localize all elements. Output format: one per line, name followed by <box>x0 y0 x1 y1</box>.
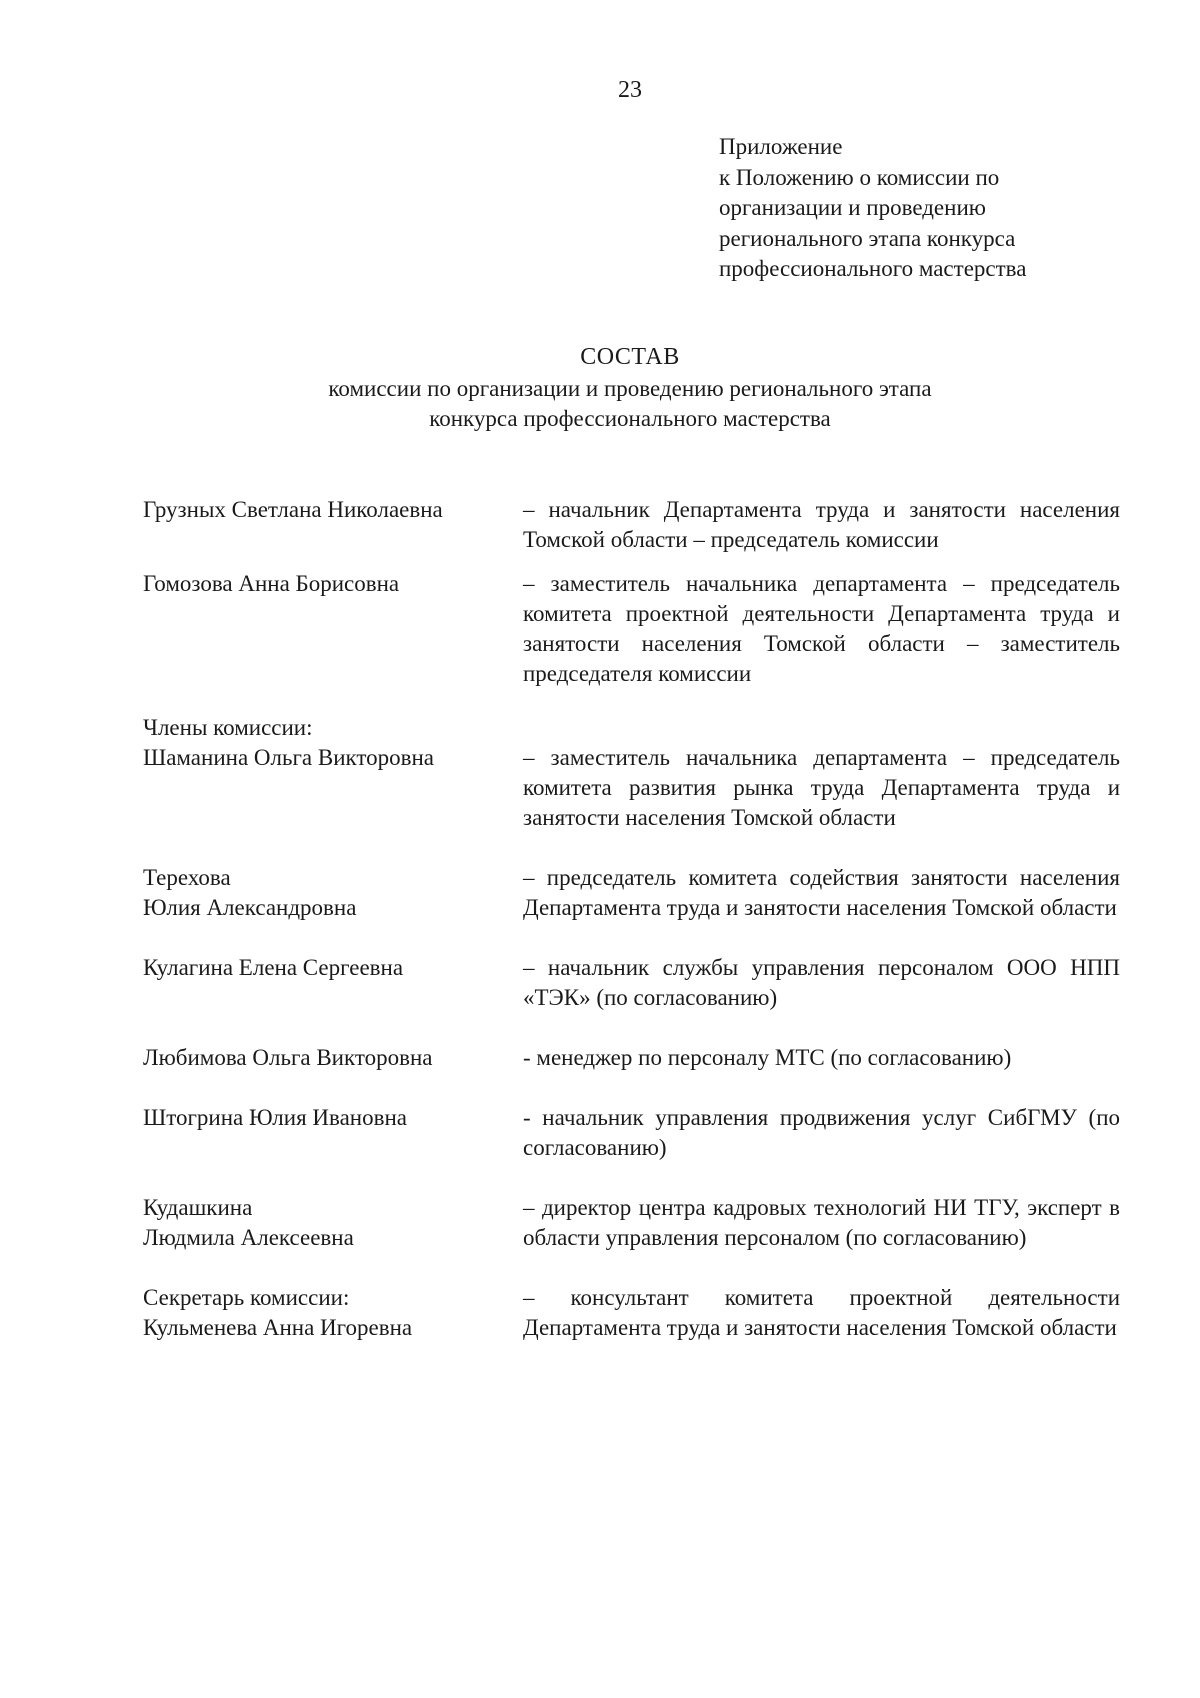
document-title: СОСТАВ <box>580 344 680 370</box>
member-name: Любимова Ольга Викторовна <box>143 1045 433 1070</box>
appendix-reference <box>719 132 1139 285</box>
document-subtitle-line: конкурса профессионального мастерства <box>429 406 831 431</box>
appendix-line: профессионального мастерства <box>719 256 1027 281</box>
document-subtitle-line: комиссии по организации и проведению регионального этапа <box>328 376 932 401</box>
member-name: Кулагина Елена Сергеевна <box>143 955 404 980</box>
member-role: – начальник службы управления персоналом ООО НПП «ТЭК» (по согласованию) <box>523 955 1120 1010</box>
member-role: – начальник Департамента труда и занятости населения Томской области – председатель комиссии <box>523 497 1120 552</box>
member-row <box>143 863 1123 923</box>
member-role: – председатель комитета содействия занятости населения Департамента труда и занятости населения Томской области <box>523 865 1120 920</box>
member-role: – консультант комитета проектной деятельности Департамента труда и занятости населения Томской области <box>523 1285 1120 1340</box>
member-name: Секретарь комиссии: Кульменева Анна Игоревна <box>143 1285 413 1340</box>
member-row <box>143 953 1123 1013</box>
commission-members <box>143 495 1123 1343</box>
member-row <box>143 495 1123 555</box>
member-name: Шаманина Ольга Викторовна <box>143 745 435 770</box>
members-section-label: Члены комиссии: <box>143 715 313 740</box>
document-heading <box>0 342 1200 434</box>
member-row <box>143 743 1123 833</box>
appendix-line: организации и проведению <box>719 195 986 220</box>
member-row <box>143 1103 1123 1163</box>
member-row <box>143 1193 1123 1253</box>
appendix-line: регионального этапа конкурса <box>719 225 1016 251</box>
appendix-line: к Положению о комиссии по <box>719 164 1000 190</box>
member-row <box>143 1283 1123 1343</box>
member-name: Грузных Светлана Николаевна <box>143 497 443 522</box>
member-row <box>143 1043 1123 1073</box>
appendix-line: Приложение <box>719 134 843 159</box>
member-name: Гомозова Анна Борисовна <box>143 571 400 596</box>
page-number: 23 <box>618 77 642 103</box>
member-name: Кудашкина Людмила Алексеевна <box>143 1195 354 1250</box>
member-role: – заместитель начальника департамента – председатель комитета развития рынка труда Департамента труда и занятости населения Томской области <box>523 745 1120 830</box>
member-role: – заместитель начальника департамента – председатель комитета проектной деятельности Департамента труда и занятости населения Томской области – заместитель председателя комиссии <box>523 571 1120 686</box>
member-row <box>143 569 1123 689</box>
member-name: Штогрина Юлия Ивановна <box>143 1105 407 1130</box>
member-role: - менеджер по персоналу МТС (по согласованию) <box>523 1045 1012 1070</box>
member-role: - начальник управления продвижения услуг СибГМУ (по согласованию) <box>523 1105 1120 1160</box>
member-role: – директор центра кадровых технологий НИ ТГУ, эксперт в области управления персоналом (по согласованию) <box>523 1195 1120 1250</box>
member-name: Терехова Юлия Александровна <box>143 865 357 920</box>
